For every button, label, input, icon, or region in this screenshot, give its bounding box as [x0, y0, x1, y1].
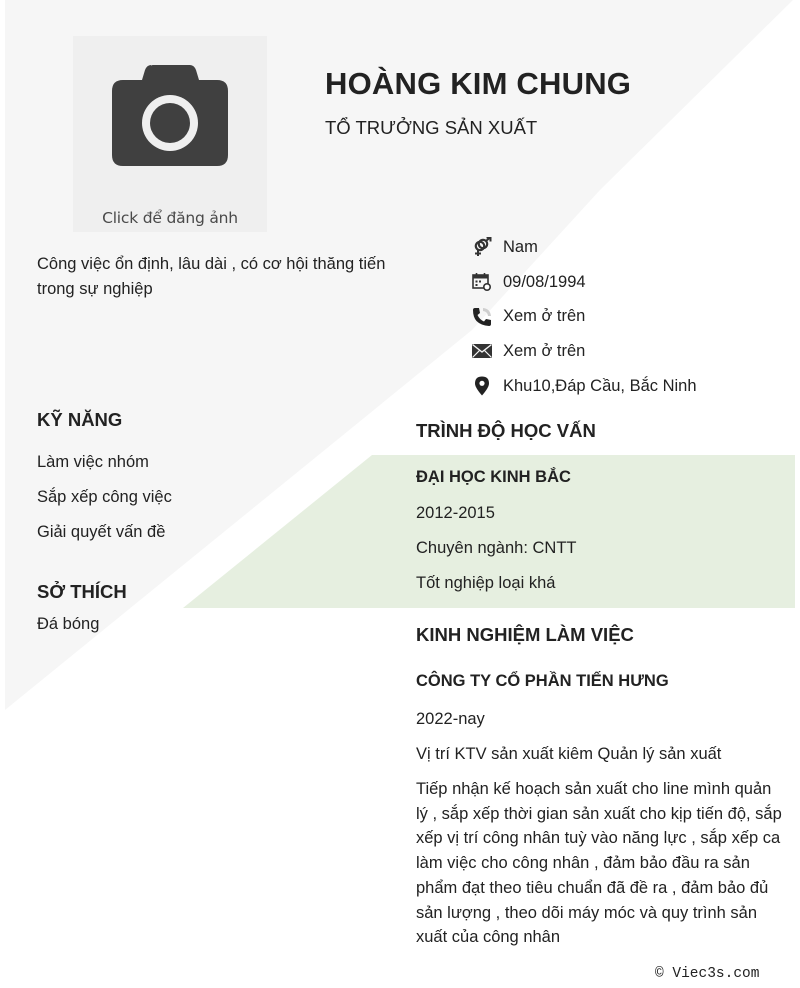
experience-position: Vị trí KTV sản xuất kiêm Quản lý sản xuất — [416, 745, 722, 763]
location-icon — [472, 376, 494, 396]
info-row-address — [472, 369, 697, 404]
gender-value: Nam — [503, 237, 538, 256]
education-period: 2012-2015 — [416, 504, 495, 522]
skill-item: Giải quyết vấn đề — [37, 523, 166, 541]
personal-info-list — [472, 230, 697, 403]
hobbies-heading: SỞ THÍCH — [37, 581, 127, 602]
experience-entry — [416, 669, 786, 950]
info-row-gender — [472, 230, 697, 265]
candidate-name: HOÀNG KIM CHUNG — [325, 66, 632, 101]
skill-item: Sắp xếp công việc — [37, 488, 172, 506]
education-entry — [416, 465, 577, 606]
email-value: Xem ở trên — [503, 341, 586, 360]
camera-icon — [73, 36, 267, 232]
copyright-notice: © Viec3s.com — [655, 966, 760, 982]
skills-heading: KỸ NĂNG — [37, 409, 123, 430]
skill-item: Làm việc nhóm — [37, 453, 149, 471]
info-row-phone — [472, 299, 697, 334]
calendar-icon — [472, 272, 494, 292]
school-name: ĐẠI HỌC KINH BẮC — [416, 468, 571, 486]
education-grade: Tốt nghiệp loại khá — [416, 574, 556, 592]
photo-upload-box[interactable] — [73, 36, 267, 232]
email-icon — [472, 341, 494, 361]
gender-icon — [472, 237, 494, 257]
hobby-item: Đá bóng — [37, 615, 100, 633]
experience-heading: KINH NGHIỆM LÀM VIỆC — [416, 624, 634, 645]
skills-list — [37, 450, 172, 555]
photo-upload-label: Click để đăng ảnh — [102, 209, 238, 227]
experience-period: 2022-nay — [416, 710, 485, 728]
info-row-email — [472, 334, 697, 369]
address-value: Khu10,Đáp Cầu, Bắc Ninh — [503, 376, 697, 395]
info-row-birthdate — [472, 265, 697, 300]
experience-description: Tiếp nhận kế hoạch sản xuất cho line mình quản lý , sắp xếp thời gian sản xuất cho kịp tiến độ, sắp xếp vị trí công nhân tuỳ vào năng lực , sắp xếp ca làm việc cho công nhân , đảm bảo đầu ra sản phẩm đạt theo tiêu chuẩn đã đề ra , đảm bảo đủ sản lượng , theo dõi máy móc và quy trình sản xuất của công nhân — [416, 780, 782, 947]
phone-value: Xem ở trên — [503, 307, 586, 326]
education-major: Chuyên ngành: CNTT — [416, 539, 577, 557]
birthdate-value: 09/08/1994 — [503, 272, 586, 291]
company-name: CÔNG TY CỔ PHẦN TIẾN HƯNG — [416, 672, 669, 690]
career-objective: Công việc ổn định, lâu dài , có cơ hội thăng tiến trong sự nghiệp — [37, 255, 386, 298]
hobbies-list — [37, 615, 99, 634]
job-title: TỔ TRƯỞNG SẢN XUẤT — [325, 117, 538, 138]
education-heading: TRÌNH ĐỘ HỌC VẤN — [416, 420, 596, 441]
phone-icon — [472, 307, 494, 327]
